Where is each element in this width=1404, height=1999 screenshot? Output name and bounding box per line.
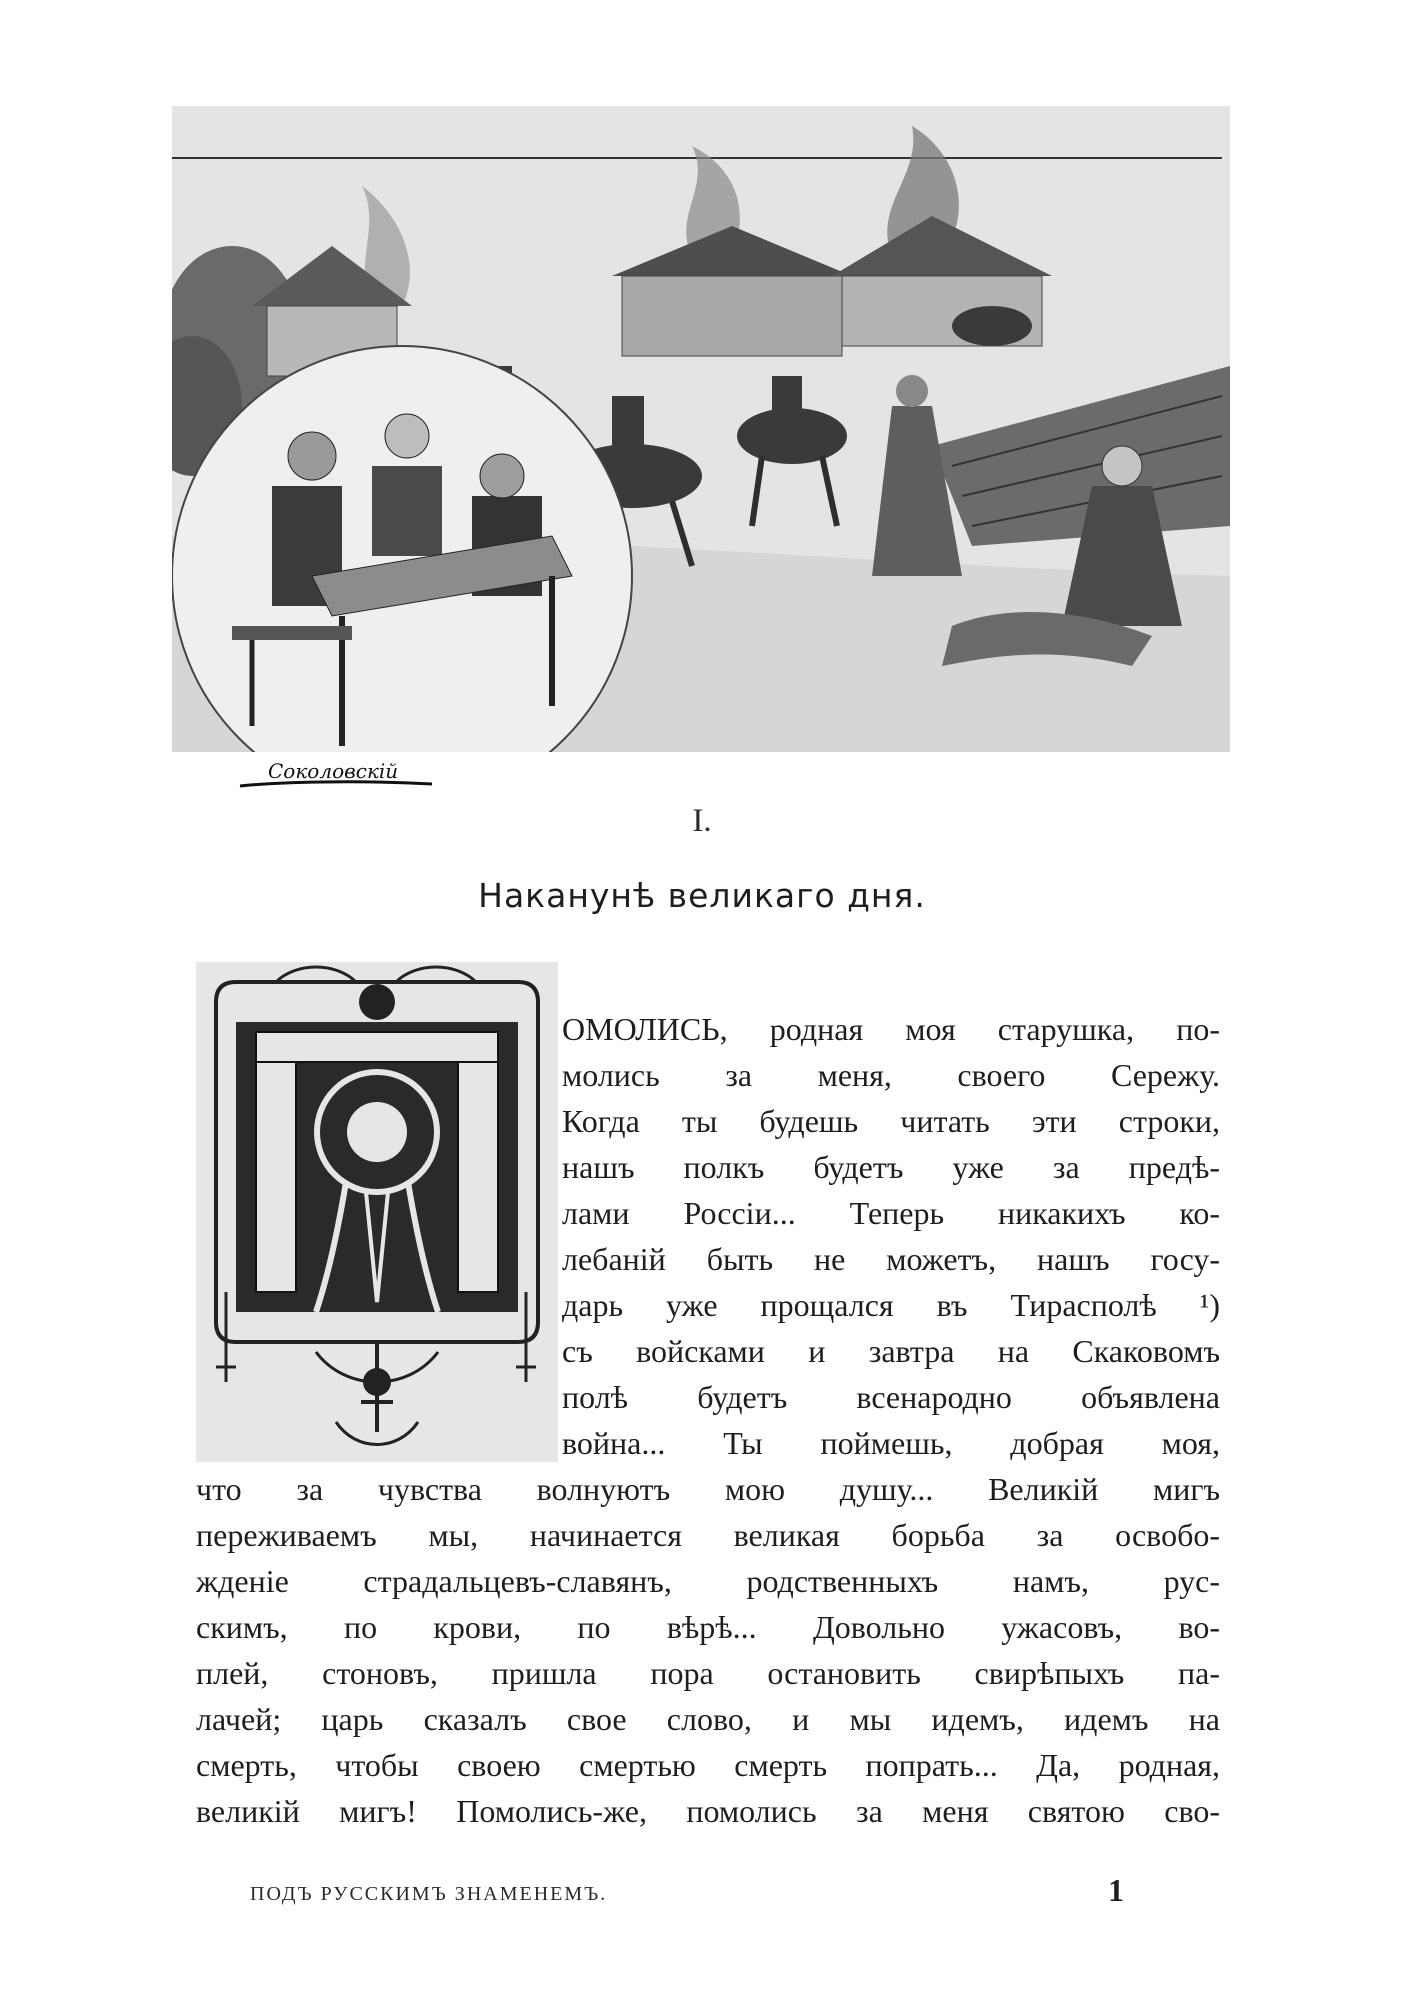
body-line: скимъ, по крови, по вѣрѣ... Довольно ужасовъ, во- xyxy=(196,1609,1220,1645)
artist-signature xyxy=(238,752,434,798)
signature-text: Соколовскій xyxy=(268,759,399,783)
initial-letter: П xyxy=(304,1085,450,1306)
body-line: война... Ты поймешь, добрая моя, xyxy=(562,1425,1220,1461)
body-line: полѣ будетъ всенародно объявлена xyxy=(562,1379,1220,1415)
body-line: смерть, чтобы своею смертью смерть попрать... Да, родная, xyxy=(196,1747,1220,1783)
body-line: дарь уже прощался въ Тирасполѣ ¹) xyxy=(562,1287,1220,1323)
ornamental-initial xyxy=(196,962,558,1462)
body-line: Когда ты будешь читать эти строки, xyxy=(562,1103,1220,1139)
body-line: переживаемъ мы, начинается великая борьба за освобо- xyxy=(196,1517,1220,1553)
body-line: плей, стоновъ, пришла пора остановить свирѣпыхъ па- xyxy=(196,1655,1220,1691)
signature-mark xyxy=(238,752,434,798)
body-line: молись за меня, своего Сережу. xyxy=(562,1057,1220,1093)
body-line: съ войсками и завтра на Скаковомъ xyxy=(562,1333,1220,1369)
body-line: лами Россіи... Теперь никакихъ ко- xyxy=(562,1195,1220,1231)
body-line: ОМОЛИСЬ, родная моя старушка, по- xyxy=(562,1011,1220,1047)
body-line: жденіе страдальцевъ-славянъ, родственныхъ намъ, рус- xyxy=(196,1563,1220,1599)
running-head: ПОДЪ РУССКИМЪ ЗНАМЕНЕМЪ. xyxy=(250,1883,608,1905)
page-number: 1 xyxy=(1108,1872,1124,1908)
body-line: нашъ полкъ будетъ уже за предѣ- xyxy=(562,1149,1220,1185)
body-line: что за чувства волнуютъ мою душу... Великій мигъ xyxy=(196,1471,1220,1507)
chapter-title: Наканунѣ великаго дня. xyxy=(478,876,926,915)
body-line: лебаній быть не можетъ, нашъ госу- xyxy=(562,1241,1220,1277)
engraving-scene xyxy=(172,106,1230,752)
frontispiece-illustration xyxy=(172,106,1230,752)
body-line: лачей; царь сказалъ свое слово, и мы идемъ, идемъ на xyxy=(196,1701,1220,1737)
chapter-number: I. xyxy=(692,803,712,839)
initial-ornament xyxy=(196,962,558,1462)
body-line: великій мигъ! Помолись-же, помолись за меня святою сво- xyxy=(196,1793,1220,1829)
